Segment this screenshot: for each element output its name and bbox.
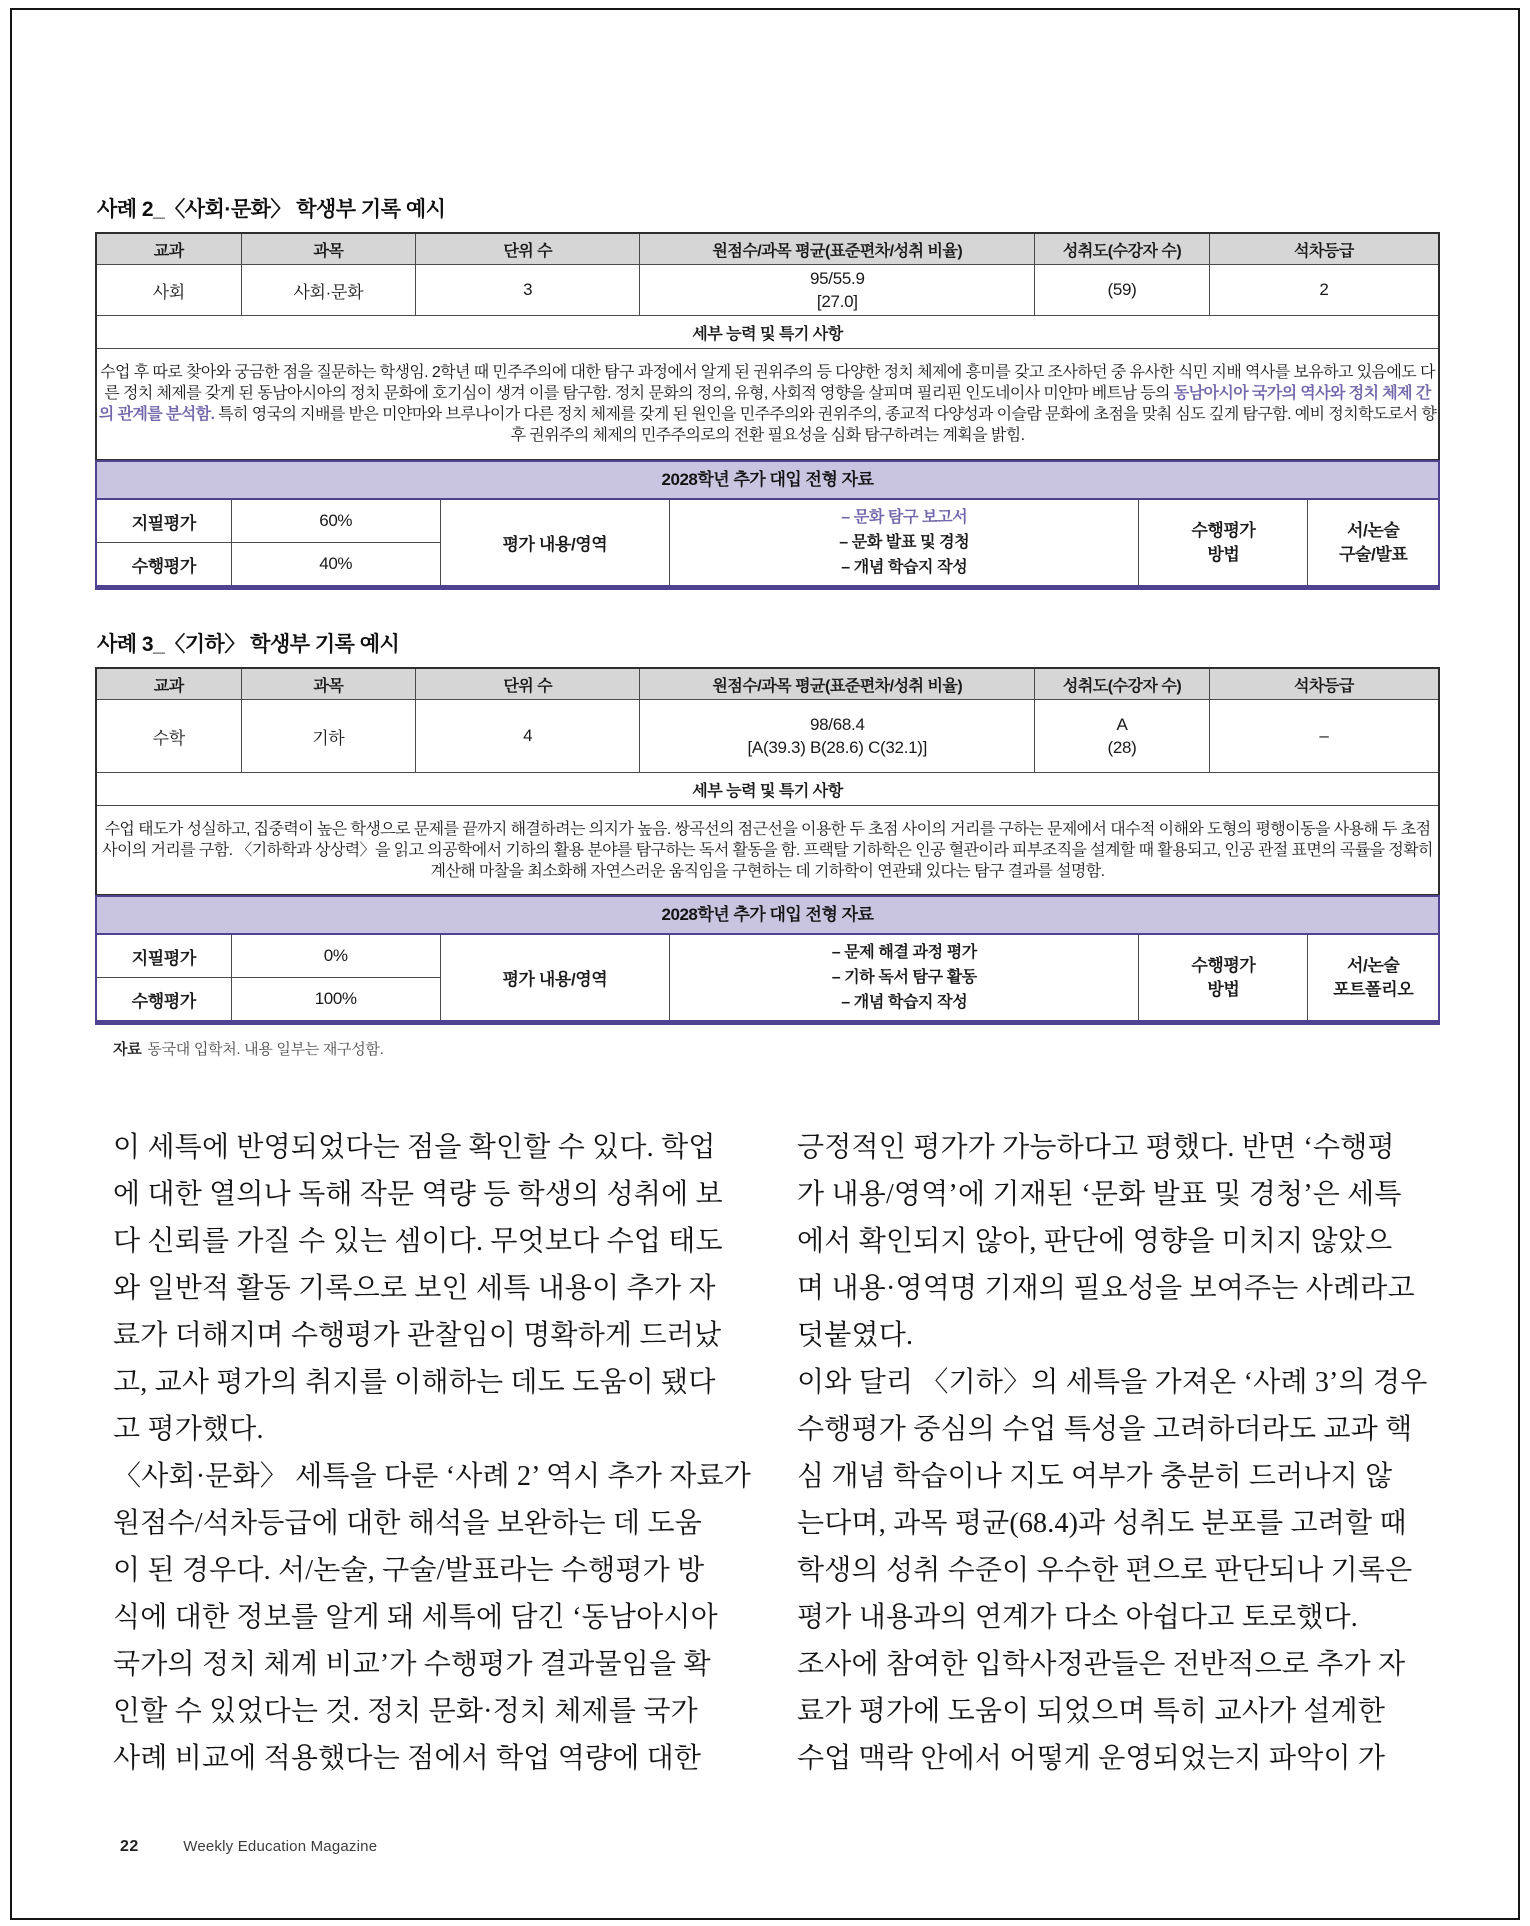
body-line: 이와 달리 〈기하〉의 세특을 가져온 ‘사례 3’의 경우 <box>797 1367 1428 1398</box>
body-line: 심 개념 학습이나 지도 여부가 충분히 드러나지 않 <box>797 1461 1393 1492</box>
method-value-line-2: 구술/발표 <box>1338 544 1408 564</box>
page-footer <box>120 1838 377 1856</box>
eval-content-items <box>670 935 1139 1020</box>
method-value <box>1308 500 1438 585</box>
column-header-subject-group: 교과 <box>96 668 241 700</box>
cell-score <box>640 265 1035 316</box>
column-header-achievement: 성취도(수강자 수) <box>1035 233 1210 265</box>
eval-row-written <box>97 935 1438 978</box>
eval-content-items <box>670 500 1139 585</box>
content-item-1: – 문제 해결 과정 평가 <box>831 944 977 961</box>
table-data-row <box>96 700 1439 773</box>
achievement-line-2: (28) <box>1107 738 1137 757</box>
body-line: 원점수/석차등급에 대한 해석을 보완하는 데 도움 <box>113 1508 702 1539</box>
column-header-score: 원점수/과목 평균(표준편차/성취 비율) <box>640 668 1035 700</box>
method-label-line-1: 수행평가 <box>1191 520 1256 540</box>
body-line: 조사에 참여한 입학사정관들은 전반적으로 추가 자 <box>797 1649 1406 1680</box>
performance-eval-value: 100% <box>231 978 440 1021</box>
column-header-units: 단위 수 <box>416 233 640 265</box>
detail-text: 수업 태도가 성실하고, 집중력이 높은 학생으로 문제를 끝까지 해결하려는 의지가 높음. 쌍곡선의 점근선을 이용한 두 초점 사이의 거리를 구하는 문제에서 대수적 이해와 도형의 평행이동을 사용해 두 초점 사이의 거리를 구함. 〈기하학과 상상력〉을 읽고 의공학에서 기하의 활용 분야를 탐구하는 독서 활동을 함. 프랙탈 기하학은 인공 혈관이라 피부조직을 설계할 때 활용되고, 인공 관절 표면의 곡률을 정확히 계산해 마찰을 최소화해 자연스러운 움직임을 구현하는 데 기하학이 연관돼 있다는 탐구 결과를 설명함. <box>96 806 1439 896</box>
score-line-2: [A(39.3) B(28.6) C(32.1)] <box>747 738 928 757</box>
case3-admission-block <box>95 895 1440 1025</box>
column-header-subject: 과목 <box>241 668 416 700</box>
cell-achievement <box>1035 700 1210 773</box>
source-note <box>113 1038 383 1059</box>
admission-banner: 2028학년 추가 대입 전형 자료 <box>97 462 1438 500</box>
written-eval-value: 0% <box>231 935 440 978</box>
body-line: 수행평가 중심의 수업 특성을 고려하더라도 교과 핵 <box>797 1414 1413 1445</box>
body-line: 료가 더해지며 수행평가 관찰임이 명확하게 드러났 <box>113 1320 722 1351</box>
body-line: 에 대한 열의나 독해 작문 역량 등 학생의 성취에 보 <box>113 1179 723 1210</box>
source-note-text: 동국대 입학처. 내용 일부는 재구성함. <box>147 1041 384 1058</box>
detail-text-highlight: 동남아시아 국가의 역사와 정치 체제 간의 관계를 분석함. <box>98 385 1431 423</box>
cell-units: 4 <box>416 700 640 773</box>
body-line: 이 된 경우다. 서/논술, 구술/발표라는 수행평가 방 <box>113 1555 705 1586</box>
method-label-line-2: 방법 <box>1207 979 1240 999</box>
cell-subject: 사회·문화 <box>241 265 416 316</box>
detail-header-row <box>96 773 1439 806</box>
detail-section-header: 세부 능력 및 특기 사항 <box>96 316 1439 349</box>
body-line: 에서 확인되지 않아, 판단에 영향을 미치지 않았으 <box>797 1226 1393 1257</box>
body-line: 가 내용/영역’에 기재된 ‘문화 발표 및 경청’은 세특 <box>797 1179 1402 1210</box>
body-line: 이 세특에 반영되었다는 점을 확인할 수 있다. 학업 <box>113 1132 716 1163</box>
eval-row-written <box>97 500 1438 543</box>
table-header-row <box>96 668 1439 700</box>
detail-text <box>96 349 1439 461</box>
body-line: 인할 수 있었다는 것. 정치 문화·정치 체제를 국가 <box>113 1696 698 1727</box>
content-item-1: – 문화 탐구 보고서 <box>841 509 968 526</box>
cell-rank: – <box>1209 700 1439 773</box>
eval-area-label: 평가 내용/영역 <box>440 935 669 1020</box>
cell-achievement: (59) <box>1035 265 1210 316</box>
case3-eval-table <box>97 935 1438 1020</box>
magazine-name: Weekly Education Magazine <box>183 1838 378 1855</box>
written-eval-label: 지필평가 <box>97 500 231 543</box>
detail-text-row <box>96 349 1439 461</box>
detail-text-after: 특히 영국의 지배를 받은 미얀마와 브루나이가 다른 정치 체제를 갖게 된 원인을 민주주의와 권위주의, 종교적 다양성과 이슬람 문화에 초점을 맞춰 심도 깊게 탐구함. 예비 정치학도로서 향후 권위주의 체제의 민주주의로의 전환 필요성을 심화 탐구하려는 계획을 밝힘. <box>214 406 1437 444</box>
detail-text-before: 수업 후 따로 찾아와 궁금한 점을 질문하는 학생임. 2학년 때 민주주의에 대한 탐구 과정에서 알게 된 권위주의 등 다양한 정치 체제에 흥미를 갖고 조사하던 중 유사한 식민 지배 역사를 보유하고 있음에도 다른 정치 체제를 갖게 된 동남아시아의 정치 문화에 호기심이 생겨 이를 탐구함. 정치 문화의 정의, 유형, 사회적 영향을 살피며 필리핀 인도네이사 미얀마 베트남 등의 <box>100 364 1435 402</box>
column-header-rank: 석차등급 <box>1209 233 1439 265</box>
content-item-2: – 문화 발표 및 경청 <box>839 534 970 551</box>
method-label <box>1139 500 1308 585</box>
column-header-achievement: 성취도(수강자 수) <box>1035 668 1210 700</box>
body-line: 는다며, 과목 평균(68.4)과 성취도 분포를 고려할 때 <box>797 1508 1407 1539</box>
score-line-1: 98/68.4 <box>809 715 865 734</box>
body-line: 료가 평가에 도움이 되었으며 특히 교사가 설계한 <box>797 1696 1386 1727</box>
article-body <box>95 1124 1440 1804</box>
performance-eval-label: 수행평가 <box>97 978 231 1021</box>
body-line: 식에 대한 정보를 알게 돼 세특에 담긴 ‘동남아시아 <box>113 1602 718 1633</box>
cell-rank: 2 <box>1209 265 1439 316</box>
cell-units: 3 <box>416 265 640 316</box>
body-line: 고, 교사 평가의 취지를 이해하는 데도 도움이 됐다 <box>113 1367 716 1398</box>
column-header-subject: 과목 <box>241 233 416 265</box>
method-value-line-2: 포트폴리오 <box>1333 979 1414 999</box>
case2-section <box>95 193 1440 590</box>
body-line: 며 내용·영역명 기재의 필요성을 보여주는 사례라고 <box>797 1273 1415 1304</box>
admission-banner: 2028학년 추가 대입 전형 자료 <box>97 897 1438 935</box>
body-line: 고 평가했다. <box>113 1414 264 1445</box>
column-header-subject-group: 교과 <box>96 233 241 265</box>
case2-record-table <box>95 232 1440 461</box>
article-column-right <box>797 1124 1440 1782</box>
case3-section <box>95 628 1440 1025</box>
method-value-line-1: 서/논술 <box>1347 520 1400 540</box>
detail-text-row <box>96 806 1439 896</box>
column-header-score: 원점수/과목 평균(표준편차/성취 비율) <box>640 233 1035 265</box>
cell-subject-group: 수학 <box>96 700 241 773</box>
method-value <box>1308 935 1438 1020</box>
body-line: 〈사회·문화〉 세특을 다룬 ‘사례 2’ 역시 추가 자료가 <box>113 1461 751 1492</box>
detail-section-header: 세부 능력 및 특기 사항 <box>96 773 1439 806</box>
cell-score <box>640 700 1035 773</box>
written-eval-label: 지필평가 <box>97 935 231 978</box>
content-item-3: – 개념 학습지 작성 <box>841 994 968 1011</box>
score-line-2: [27.0] <box>816 292 858 311</box>
case3-record-table <box>95 667 1440 896</box>
method-label-line-2: 방법 <box>1207 544 1240 564</box>
body-line: 다 신뢰를 가질 수 있는 셈이다. 무엇보다 수업 태도 <box>113 1226 723 1257</box>
body-line: 국가의 정치 체계 비교’가 수행평가 결과물임을 확 <box>113 1649 711 1680</box>
column-header-units: 단위 수 <box>416 668 640 700</box>
method-value-line-1: 서/논술 <box>1347 955 1400 975</box>
cell-subject-group: 사회 <box>96 265 241 316</box>
content-item-2: – 기하 독서 탐구 활동 <box>831 969 977 986</box>
body-line: 수업 맥락 안에서 어떻게 운영되었는지 파악이 가 <box>797 1743 1386 1774</box>
body-line: 와 일반적 활동 기록으로 보인 세특 내용이 추가 자 <box>113 1273 716 1304</box>
case2-title: 사례 2_〈사회·문화〉 학생부 기록 예시 <box>97 198 446 221</box>
table-header-row <box>96 233 1439 265</box>
cell-subject: 기하 <box>241 700 416 773</box>
eval-area-label: 평가 내용/영역 <box>440 500 669 585</box>
source-note-label: 자료 <box>113 1041 142 1058</box>
body-line: 평가 내용과의 연계가 다소 아쉽다고 토로했다. <box>797 1602 1358 1633</box>
table-data-row <box>96 265 1439 316</box>
case2-admission-block <box>95 460 1440 590</box>
body-line: 덧붙였다. <box>797 1320 914 1351</box>
page-number: 22 <box>120 1838 139 1855</box>
article-column-left <box>113 1124 751 1782</box>
performance-eval-value: 40% <box>231 543 440 586</box>
achievement-line-1: A <box>1116 715 1128 734</box>
body-line: 긍정적인 평가가 가능하다고 평했다. 반면 ‘수행평 <box>797 1132 1395 1163</box>
method-label <box>1139 935 1308 1020</box>
score-line-1: 95/55.9 <box>809 269 865 288</box>
case3-title: 사례 3_〈기하〉 학생부 기록 예시 <box>97 633 400 656</box>
method-label-line-1: 수행평가 <box>1191 955 1256 975</box>
content-item-3: – 개념 학습지 작성 <box>841 559 968 576</box>
body-line: 학생의 성취 수준이 우수한 편으로 판단되나 기록은 <box>797 1555 1413 1586</box>
body-line: 사례 비교에 적용했다는 점에서 학업 역량에 대한 <box>113 1743 702 1774</box>
performance-eval-label: 수행평가 <box>97 543 231 586</box>
detail-header-row <box>96 316 1439 349</box>
written-eval-value: 60% <box>231 500 440 543</box>
case2-eval-table <box>97 500 1438 585</box>
column-header-rank: 석차등급 <box>1209 668 1439 700</box>
